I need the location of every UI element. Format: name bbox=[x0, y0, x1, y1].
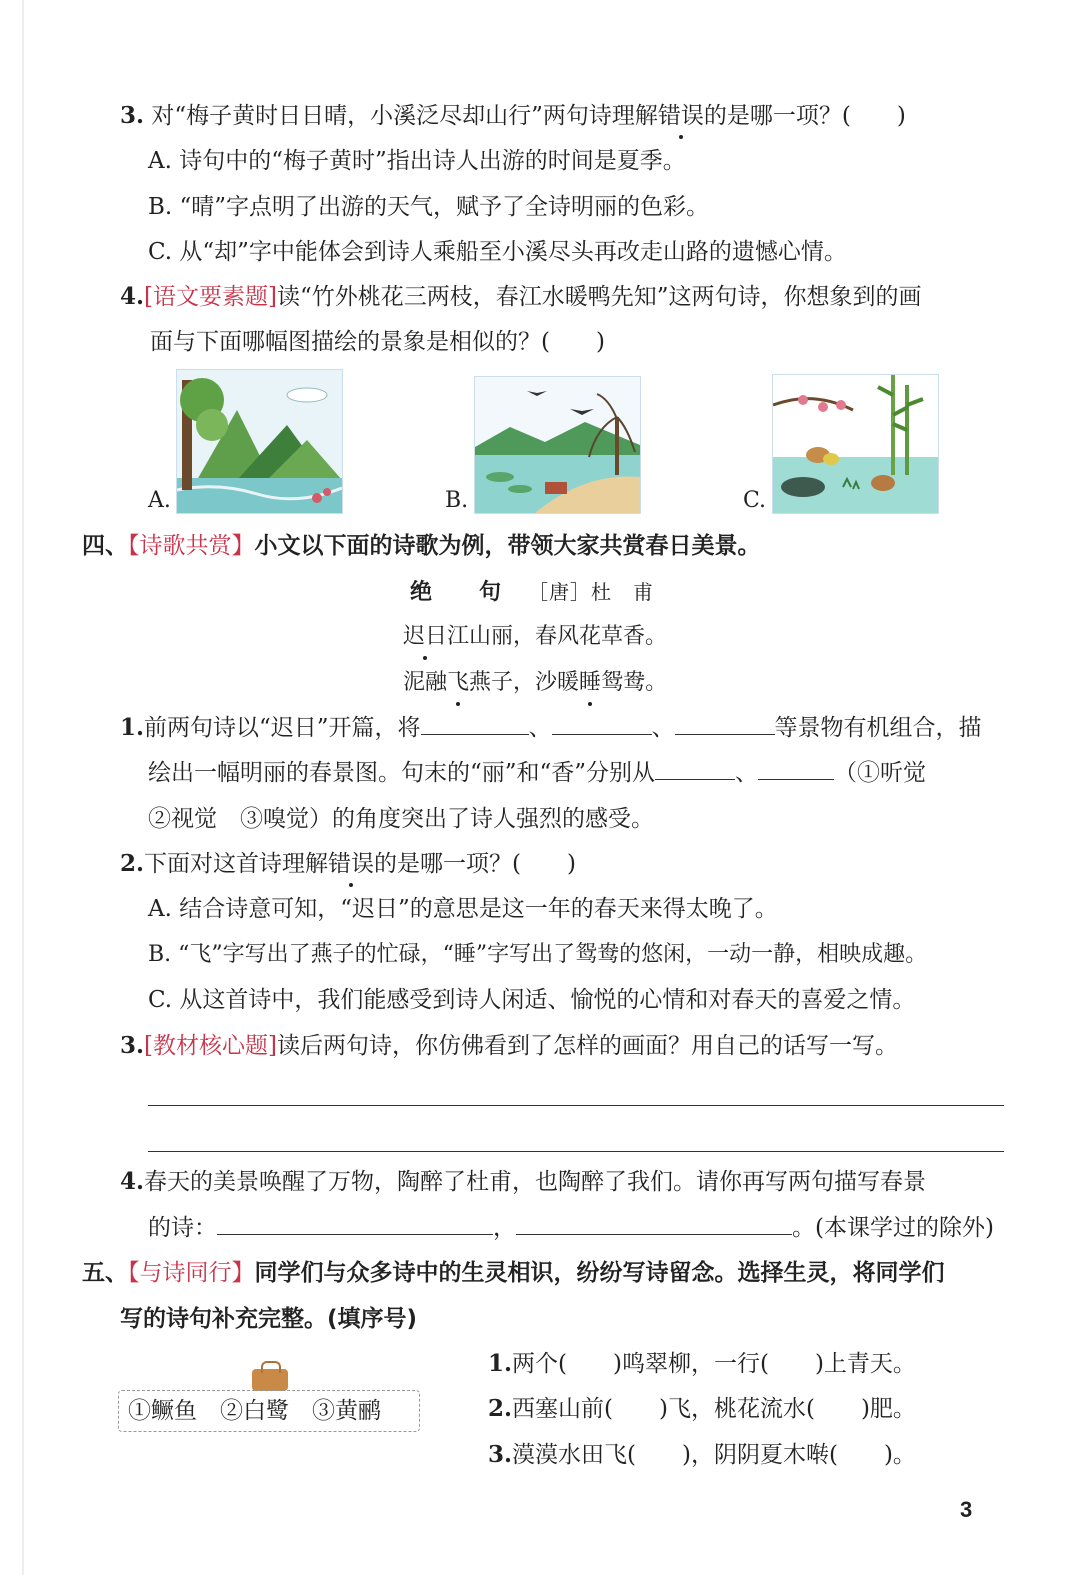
lake-swallows-scene-icon bbox=[474, 376, 641, 514]
s5-item-1: 1.两个( )鸣翠柳，一行( )上青天。 bbox=[488, 1350, 916, 1377]
s4-q1-line2: 绘出一幅明丽的春景图。句末的“丽”和“香”分别从 、 （①听觉 bbox=[148, 757, 926, 789]
q3-stem: 3. 对“梅子黄时日日晴，小溪泛尽却山行”两句诗理解错误的是哪一项？( ) bbox=[120, 100, 906, 132]
s4-q2-option-a: A. 结合诗意可知，“迟日”的意思是这一年的春天来得太晚了。 bbox=[148, 896, 778, 922]
poem-line-2: 泥融飞燕子，沙暖睡鸳鸯。 bbox=[403, 667, 667, 699]
blank-field[interactable] bbox=[655, 757, 735, 780]
word-choices: ①鳜鱼 ②白鹭 ③黄鹂 bbox=[128, 1398, 381, 1424]
q3-option-b: B. “晴”字点明了出游的天气，赋予了全诗明丽的色彩。 bbox=[148, 194, 710, 220]
poem-line-1: 迟日江山丽，春风花草香。 bbox=[403, 621, 667, 653]
picture-c-label: C. bbox=[743, 488, 767, 513]
section-4-heading: 四、【诗歌共赏】小文以下面的诗歌为例，带领大家共赏春日美景。 bbox=[82, 533, 761, 559]
q3-option-c: C. 从“却”字中能体会到诗人乘船至小溪尽头再改走山路的遗憾心情。 bbox=[148, 239, 847, 265]
s4-q4-line1: 4.春天的美景唤醒了万物，陶醉了杜甫，也陶醉了我们。请你再写两句描写春景 bbox=[120, 1168, 927, 1195]
section-5-heading: 五、【与诗同行】同学们与众多诗中的生灵相识，纷纷写诗留念。选择生灵，将同学们 bbox=[82, 1260, 945, 1286]
blank-field[interactable] bbox=[516, 1212, 792, 1235]
s4-q1-line1: 1.前两句诗以“迟日”开篇，将 、 、 等景物有机组合，描 bbox=[120, 714, 982, 741]
s4-q2-stem: 2.下面对这首诗理解错误的是哪一项？( ) bbox=[120, 848, 576, 880]
s4-q3-stem: 3.[教材核心题]读后两句诗，你仿佛看到了怎样的画面？用自己的话写一写。 bbox=[120, 1032, 898, 1059]
mountain-river-scene-icon bbox=[176, 369, 343, 514]
s4-q1-line3: ②视觉 ③嗅觉）的角度突出了诗人强烈的感受。 bbox=[148, 806, 654, 832]
blank-field[interactable] bbox=[217, 1212, 493, 1235]
bag-icon bbox=[252, 1369, 288, 1391]
picture-a-label: A. bbox=[148, 488, 171, 513]
s5-item-3: 3.漠漠水田飞( )，阴阴夏木啭( )。 bbox=[488, 1441, 916, 1468]
blank-field[interactable] bbox=[758, 757, 834, 780]
s4-q2-option-c: C. 从这首诗中，我们能感受到诗人闲适、愉悦的心情和对春天的喜爱之情。 bbox=[148, 987, 916, 1013]
peach-bamboo-ducks-scene-icon bbox=[772, 374, 939, 514]
section-5-heading-line2: 写的诗句补充完整。(填序号) bbox=[120, 1306, 418, 1332]
s4-q2-option-b: B. “飞”字写出了燕子的忙碌，“睡”字写出了鸳鸯的悠闲，一动一静，相映成趣。 bbox=[148, 942, 928, 967]
picture-b-label: B. bbox=[445, 488, 469, 513]
poem-title-line: 绝 句 ［唐］杜 甫 bbox=[410, 580, 655, 605]
q4-stem-line1: 4.[语文要素题]读“竹外桃花三两枝，春江水暖鸭先知”这两句诗，你想象到的画 bbox=[120, 283, 922, 310]
blank-field[interactable] bbox=[552, 712, 652, 735]
answer-line-1[interactable] bbox=[148, 1105, 1004, 1106]
page-edge bbox=[22, 0, 24, 1575]
blank-field[interactable] bbox=[675, 712, 775, 735]
q3-option-a: A. 诗句中的“梅子黄时”指出诗人出游的时间是夏季。 bbox=[148, 148, 686, 174]
page-number: 3 bbox=[960, 1497, 973, 1522]
answer-line-2[interactable] bbox=[148, 1151, 1004, 1152]
s5-item-2: 2.西塞山前( )飞，桃花流水( )肥。 bbox=[488, 1395, 916, 1422]
blank-field[interactable] bbox=[421, 712, 529, 735]
q4-stem-line2: 面与下面哪幅图描绘的景象是相似的？( ) bbox=[150, 329, 605, 355]
s4-q4-line2: 的诗： ， 。(本课学过的除外) bbox=[148, 1212, 994, 1244]
